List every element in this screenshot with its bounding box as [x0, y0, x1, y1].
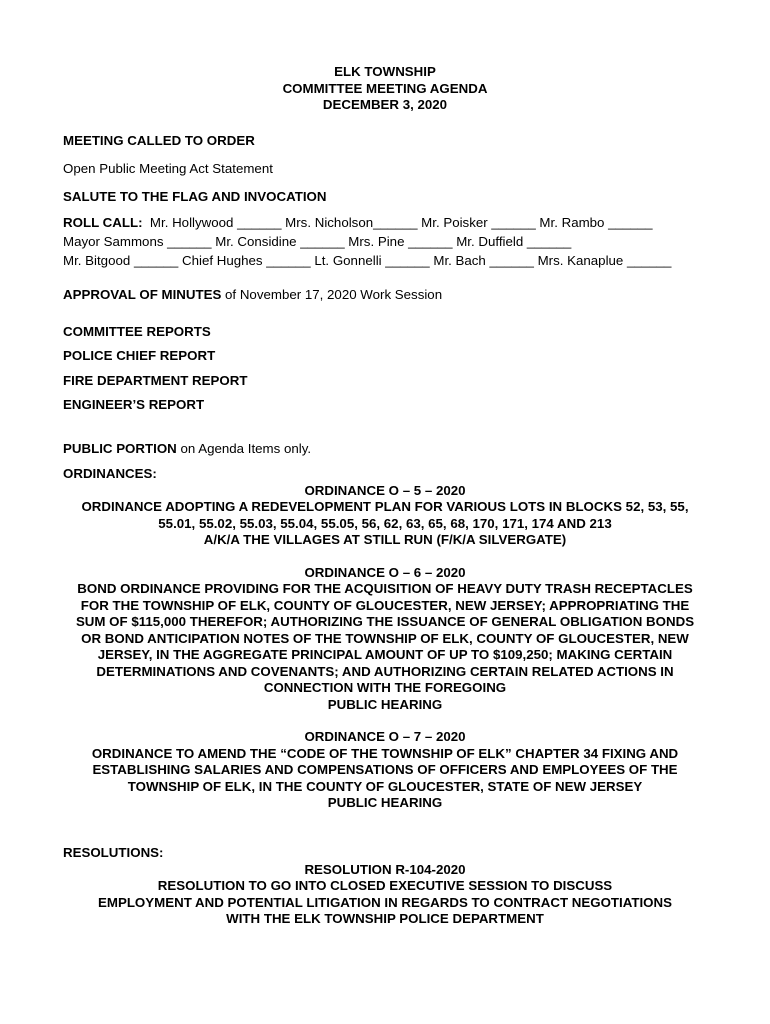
agenda-title: COMMITTEE MEETING AGENDA	[282, 80, 488, 96]
resolution-number: RESOLUTION R-104-2020	[304, 861, 466, 877]
public-portion-text: on Agenda Items only.	[176, 440, 312, 456]
committee-reports: COMMITTEE REPORTS	[63, 323, 211, 339]
approval-of-minutes	[63, 285, 707, 304]
resolution-text-line: WITH THE ELK TOWNSHIP POLICE DEPARTMENT	[226, 911, 544, 926]
open-public-meeting-statement: Open Public Meeting Act Statement	[63, 160, 273, 176]
approval-label: APPROVAL OF MINUTES	[63, 286, 222, 302]
fire-department-report: FIRE DEPARTMENT REPORT	[63, 372, 248, 388]
resolution-text-line: EMPLOYMENT AND POTENTIAL LITIGATION IN REGARDS TO CONTRACT NEGOTIATIONS	[98, 894, 672, 910]
public-hearing-note: PUBLIC HEARING	[327, 795, 443, 810]
ordinance-text-line: FOR THE TOWNSHIP OF ELK, COUNTY OF GLOUCESTER, NEW JERSEY; APPROPRIATING THE	[80, 597, 690, 613]
approval-text: of November 17, 2020 Work Session	[221, 286, 443, 302]
roll-call-label: ROLL CALL:	[63, 214, 143, 230]
ordinance-o-5-2020	[63, 483, 707, 549]
police-chief-report: POLICE CHIEF REPORT	[63, 348, 216, 363]
ordinance-number: ORDINANCE O – 5 – 2020	[304, 482, 466, 498]
resolution-r-104-2020	[63, 862, 707, 928]
meeting-date: DECEMBER 3, 2020	[322, 97, 448, 112]
public-portion	[63, 439, 707, 458]
ordinance-text-line: BOND ORDINANCE PROVIDING FOR THE ACQUISITION OF HEAVY DUTY TRASH RECEPTACLES	[77, 581, 693, 596]
resolution-text-line: RESOLUTION TO GO INTO CLOSED EXECUTIVE SESSION TO DISCUSS	[157, 878, 613, 893]
ordinance-o-7-2020	[63, 729, 707, 812]
public-portion-label: PUBLIC PORTION	[63, 440, 177, 456]
ordinance-text-line: OR BOND ANTICIPATION NOTES OF THE TOWNSHIP OF ELK, COUNTY OF GLOUCESTER, NEW	[81, 630, 689, 646]
ordinance-number: ORDINANCE O – 6 – 2020	[304, 564, 466, 580]
roll-call-line-3: Mr. Bitgood ______ Chief Hughes ______ Lt. Gonnelli ______ Mr. Bach ______ Mrs. Kanaplue ______	[63, 252, 672, 268]
public-hearing-note: PUBLIC HEARING	[327, 696, 443, 712]
ordinance-text-line: 55.01, 55.02, 55.03, 55.04, 55.05, 56, 62, 63, 65, 68, 170, 171, 174 AND 213	[158, 515, 612, 531]
ordinance-text-line: ORDINANCE ADOPTING A REDEVELOPMENT PLAN FOR VARIOUS LOTS IN BLOCKS 52, 53, 55,	[81, 499, 689, 514]
ordinance-text-line: A/K/A THE VILLAGES AT STILL RUN (F/K/A SILVERGATE)	[203, 532, 567, 547]
roll-call-line-2: Mayor Sammons ______ Mr. Considine ______ Mrs. Pine ______ Mr. Duffield ______	[63, 233, 572, 249]
resolutions-heading: RESOLUTIONS:	[63, 844, 164, 860]
ordinance-text-line: SUM OF $115,000 THEREFOR; AUTHORIZING THE ISSUANCE OF GENERAL OBLIGATION BONDS	[75, 614, 695, 629]
ordinance-text-line: DETERMINATIONS AND COVENANTS; AND AUTHORIZING CERTAIN RELATED ACTIONS IN	[96, 663, 674, 679]
township-title: ELK TOWNSHIP	[334, 64, 436, 79]
ordinance-text-line: ORDINANCE TO AMEND THE “CODE OF THE TOWNSHIP OF ELK” CHAPTER 34 FIXING AND	[91, 745, 679, 761]
roll-call	[63, 213, 707, 270]
salute-to-flag: SALUTE TO THE FLAG AND INVOCATION	[63, 188, 327, 204]
engineers-report: ENGINEER’S REPORT	[63, 397, 205, 412]
meeting-called-to-order: MEETING CALLED TO ORDER	[63, 132, 255, 148]
ordinance-o-6-2020	[63, 565, 707, 714]
reports-list	[63, 320, 707, 418]
ordinances-heading: ORDINANCES:	[63, 465, 157, 481]
ordinance-text-line: ESTABLISHING SALARIES AND COMPENSATIONS OF OFFICERS AND EMPLOYEES OF THE	[92, 762, 678, 777]
ordinance-number: ORDINANCE O – 7 – 2020	[304, 729, 466, 744]
ordinance-text-line: JERSEY, IN THE AGGREGATE PRINCIPAL AMOUNT OF UP TO $109,250; MAKING CERTAIN	[97, 647, 673, 662]
ordinance-text-line: CONNECTION WITH THE FOREGOING	[263, 680, 507, 695]
agenda-header	[63, 64, 707, 114]
agenda-page	[63, 64, 707, 928]
roll-call-line-1: Mr. Hollywood ______ Mrs. Nicholson______ Mr. Poisker ______ Mr. Rambo ______	[142, 214, 653, 230]
ordinance-text-line: TOWNSHIP OF ELK, IN THE COUNTY OF GLOUCESTER, STATE OF NEW JERSEY	[127, 778, 643, 794]
